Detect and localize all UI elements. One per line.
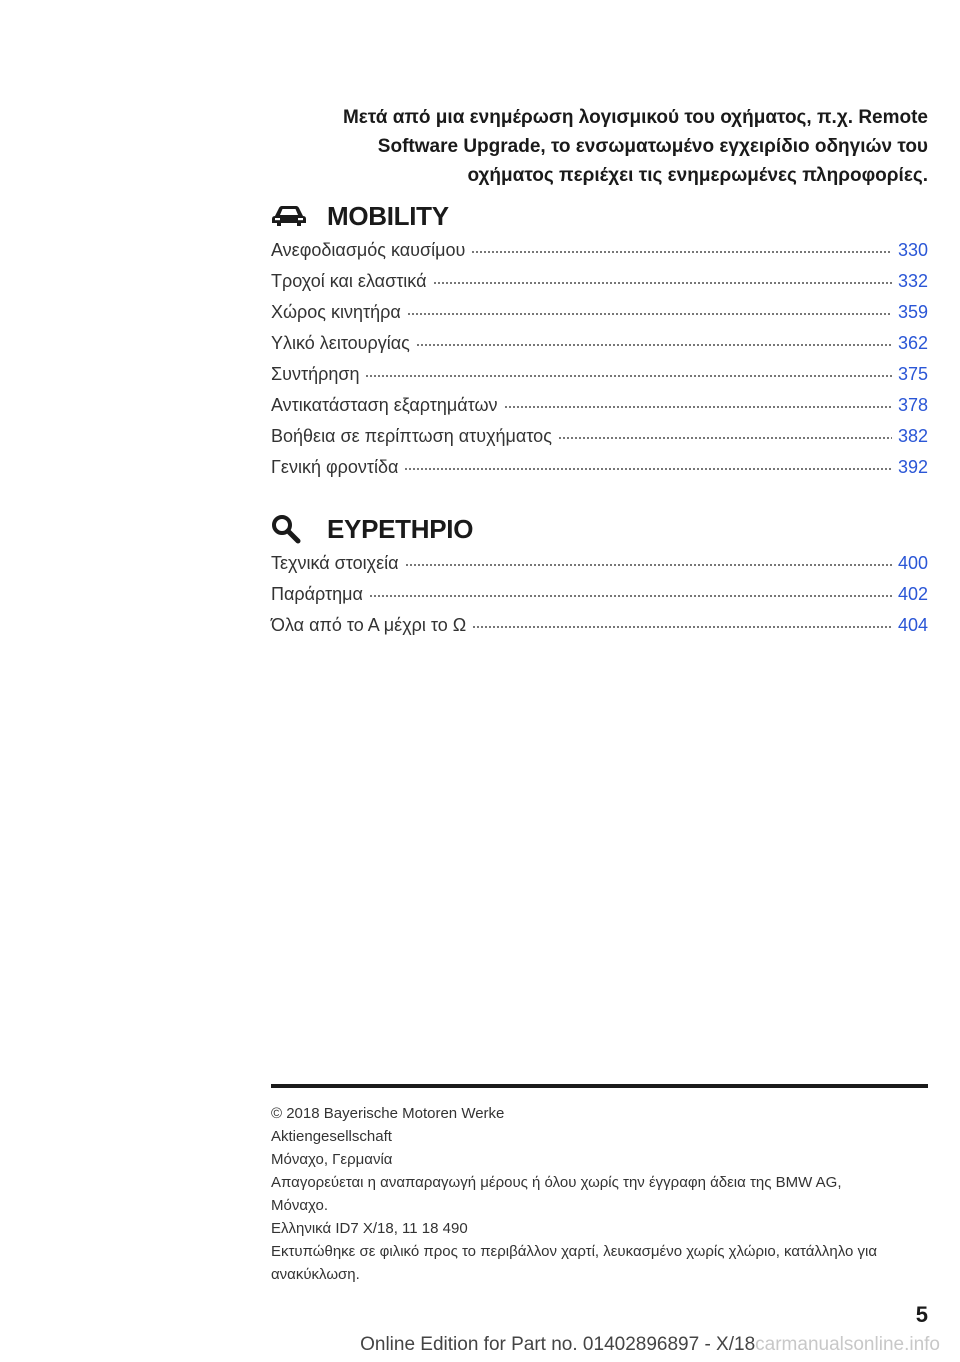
- toc-leader: [407, 313, 892, 315]
- toc-leader: [369, 595, 892, 597]
- imprint-line: Aktiengesellschaft: [271, 1128, 392, 1145]
- intro-line: οχήματος περιέχει τις ενημερωμένες πληροφορίες.: [467, 165, 928, 186]
- toc-page-link[interactable]: 382: [897, 426, 928, 446]
- page-number: 5: [915, 1302, 928, 1327]
- toc-entry-engine-compartment[interactable]: [271, 302, 928, 333]
- toc-page-link[interactable]: 332: [897, 271, 928, 291]
- toc-label: Χώρος κινητήρα: [271, 302, 401, 322]
- toc-leader: [365, 375, 891, 377]
- toc-label: Τεχνικά στοιχεία: [271, 553, 399, 573]
- intro-line: Μετά από μια ενημέρωση λογισμικού του οχήματος, π.χ. Remote: [342, 107, 928, 128]
- imprint: [271, 1102, 928, 1286]
- toc-list: [271, 553, 928, 646]
- imprint-line: Εκτυπώθηκε σε φιλικό προς το περιβάλλον χαρτί, λευκασμένο χωρίς χλώριο, κατάλληλο για: [271, 1243, 878, 1260]
- imprint-line: ανακύκλωση.: [271, 1266, 360, 1283]
- toc-page-link[interactable]: 378: [897, 395, 928, 415]
- toc-leader: [471, 251, 892, 253]
- toc-page-link[interactable]: 330: [897, 240, 928, 260]
- imprint-line: Απαγορεύεται η αναπαραγωγή μέρους ή όλου χωρίς την έγγραφη άδεια της BMW AG,: [271, 1174, 842, 1191]
- toc-entry-appendix[interactable]: [271, 584, 928, 615]
- toc-label: Παράρτημα: [271, 584, 363, 604]
- toc-page-link[interactable]: 400: [897, 553, 928, 573]
- toc-entry-technical-data[interactable]: [271, 553, 928, 584]
- imprint-line: Ελληνικά ID7 X/18, 11 18 490: [271, 1220, 468, 1237]
- toc-label: Τροχοί και ελαστικά: [271, 271, 427, 291]
- toc-label: Βοήθεια σε περίπτωση ατυχήματος: [271, 426, 552, 446]
- section-index: [271, 509, 928, 646]
- toc-leader: [504, 406, 892, 408]
- section-header: [271, 509, 928, 549]
- imprint-line: © 2018 Bayerische Motoren Werke: [271, 1105, 505, 1122]
- toc-label: Όλα από το Α μέχρι το Ω: [271, 615, 467, 635]
- toc-entry-operating-materials[interactable]: [271, 333, 928, 364]
- car-icon: [271, 201, 311, 231]
- toc-label: Ανεφοδιασμός καυσίμου: [271, 240, 466, 260]
- toc-leader: [404, 468, 892, 470]
- toc-page-link[interactable]: 402: [897, 584, 928, 604]
- toc-entry-wheels-tires[interactable]: [271, 271, 928, 302]
- section-header: [271, 196, 928, 236]
- toc-label: Συντήρηση: [271, 364, 360, 384]
- toc-entry-breakdown-assistance[interactable]: [271, 426, 928, 457]
- toc-leader: [416, 344, 892, 346]
- toc-entry-a-to-z[interactable]: [271, 615, 928, 646]
- section-title: ΕΥΡΕΤΗΡΙΟ: [327, 513, 474, 544]
- toc-label: Γενική φροντίδα: [271, 457, 399, 477]
- toc-entry-refueling[interactable]: [271, 240, 928, 271]
- toc-entry-general-care[interactable]: [271, 457, 928, 488]
- edition-note: Online Edition for Part no. 01402896897 - X/18: [360, 1334, 756, 1355]
- section-title: MOBILITY: [327, 200, 449, 231]
- toc-entry-replacing-components[interactable]: [271, 395, 928, 426]
- toc-page-link[interactable]: 375: [897, 364, 928, 384]
- toc-page-link[interactable]: 392: [897, 457, 928, 477]
- search-icon: [271, 514, 311, 544]
- toc-label: Υλικό λειτουργίας: [271, 333, 410, 353]
- toc-leader: [405, 564, 892, 566]
- footer: [0, 1334, 960, 1356]
- toc-page-link[interactable]: 404: [897, 615, 928, 635]
- toc-leader: [558, 437, 892, 439]
- toc-page-link[interactable]: 359: [897, 302, 928, 322]
- intro-note: [270, 103, 928, 190]
- toc-list: [271, 240, 928, 488]
- imprint-line: Μόναχο, Γερμανία: [271, 1151, 393, 1168]
- toc-label: Αντικατάσταση εξαρτημάτων: [271, 395, 498, 415]
- toc-entry-maintenance[interactable]: [271, 364, 928, 395]
- imprint-line: Μόναχο.: [271, 1197, 328, 1214]
- toc-leader: [472, 626, 892, 628]
- intro-line: Software Upgrade, το ενσωματωμένο εγχειρίδιο οδηγιών του: [377, 136, 928, 157]
- toc-leader: [433, 282, 892, 284]
- section-mobility: [271, 196, 928, 488]
- watermark: carmanualsonline.info: [755, 1334, 940, 1355]
- imprint-divider: [271, 1084, 928, 1088]
- toc-page-link[interactable]: 362: [897, 333, 928, 353]
